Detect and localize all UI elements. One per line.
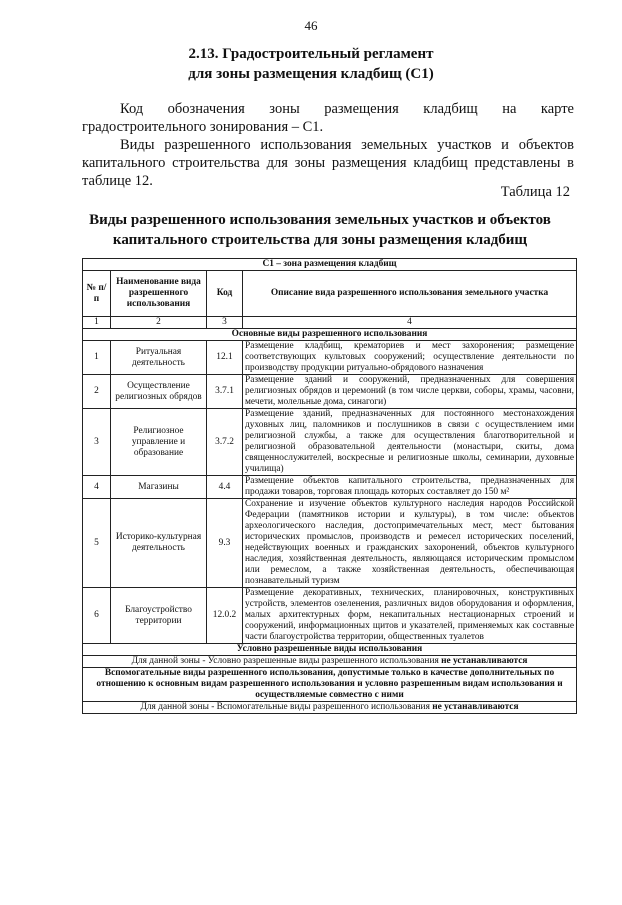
row-num: 3 (83, 409, 111, 476)
header-num: № п/п (83, 271, 111, 317)
row-code: 12.1 (207, 341, 243, 375)
row-code: 3.7.1 (207, 375, 243, 409)
index-row (83, 317, 577, 329)
section-title-line1: 2.13. Градостроительный регламент (188, 46, 434, 62)
row-num: 4 (83, 476, 111, 499)
table-row (83, 476, 577, 499)
conditional-note (83, 656, 577, 668)
table-row (83, 499, 577, 588)
table-row (83, 375, 577, 409)
main-section-title: Основные виды разрешенного использования (83, 329, 577, 341)
row-code: 4.4 (207, 476, 243, 499)
row-desc: Размещение зданий и сооружений, предназначенных для совершения религиозных обрядов и церемоний (в том числе церкви, соборы, храмы, часовни, мечети, молельные дома, синагоги) (243, 375, 577, 409)
auxiliary-section-row (83, 668, 577, 702)
row-name: Историко-культурная деятельность (111, 499, 207, 588)
zone-title-row (83, 259, 577, 271)
row-desc: Размещение декоративных, технических, планировочных, конструктивных устройств, элементов озеленения, различных видов оборудования и оформления, малых архитектурных форм, некапитальных нестационарных строений и сооружений, информационных щитов и указателей, применяемых как составные части благоустройства территории, общественных туалетов (243, 588, 577, 644)
table-reference-paragraph: Виды разрешенного использования земельных участков и объектов капитального строительства для зоны размещения кладбищ представлены в таблице 12. (82, 137, 574, 189)
table-caption: Таблица 12 (500, 184, 570, 200)
section-title (0, 44, 622, 84)
row-num: 1 (83, 341, 111, 375)
table-heading-line1: Виды разрешенного использования земельных участков и объектов (89, 212, 551, 228)
page-number: 46 (304, 18, 318, 33)
table-heading-line2: капитального строительства для зоны размещения кладбищ (112, 232, 528, 248)
row-code: 9.3 (207, 499, 243, 588)
header-code: Код (207, 271, 243, 317)
row-name: Ритуальная деятельность (111, 341, 207, 375)
index-cell: 2 (111, 317, 207, 329)
row-desc: Сохранение и изучение объектов культурного наследия народов Российской Федерации (памятников истории и культуры), в том числе: объектов археологического наследия, достопримечательных мест, мест бытования исторических промыслов, производств и ремесел исторических поселений, недействующих военных и гражданских захоронений, объектов культурного наследия, хозяйственная деятельность, являющаяся историческим промыслом или ремеслом, а также хозяйственная деятельность, обеспечивающая познавательный туризм (243, 499, 577, 588)
auxiliary-note-text: Для данной зоны - Вспомогательные виды разрешенного использования (140, 702, 430, 712)
index-cell: 1 (83, 317, 111, 329)
row-code: 12.0.2 (207, 588, 243, 644)
conditional-note-text: Для данной зоны - Условно разрешенные виды разрешенного использования (131, 656, 439, 666)
header-desc: Описание вида разрешенного использования земельного участка (243, 271, 577, 317)
table-row (83, 588, 577, 644)
row-name: Благоустройство территории (111, 588, 207, 644)
auxiliary-note-bold: не устанавливаются (432, 702, 519, 712)
main-section-row (83, 329, 577, 341)
conditional-note-bold: не устанавливаются (441, 656, 528, 666)
row-num: 6 (83, 588, 111, 644)
row-name: Религиозное управление и образование (111, 409, 207, 476)
section-title-line2: для зоны размещения кладбищ (С1) (188, 66, 434, 82)
row-name: Магазины (111, 476, 207, 499)
auxiliary-note-row (83, 702, 577, 714)
header-name: Наименование вида разрешенного использования (111, 271, 207, 317)
conditional-note-row (83, 656, 577, 668)
table-row (83, 341, 577, 375)
auxiliary-section-title: Вспомогательные виды разрешенного использования, допустимые только в качестве дополнительных по отношению к основным видам разрешенного использования и условно разрешенным видам использования и осуществляемые совместно с ними (83, 668, 577, 702)
row-desc: Размещение объектов капитального строительства, предназначенных для продажи товаров, торговая площадь которых составляет до 150 м² (243, 476, 577, 499)
zone-code-paragraph: Код обозначения зоны размещения кладбищ на карте градостроительного зонирования – С1. (82, 101, 574, 135)
row-name: Осуществление религиозных обрядов (111, 375, 207, 409)
index-cell: 3 (207, 317, 243, 329)
conditional-section-title: Условно разрешенные виды использования (83, 644, 577, 656)
row-num: 5 (83, 499, 111, 588)
header-row (83, 271, 577, 317)
regulations-table (82, 258, 577, 714)
index-cell: 4 (243, 317, 577, 329)
auxiliary-note (83, 702, 577, 714)
row-desc: Размещение зданий, предназначенных для постоянного местонахождения духовных лиц, паломников и послушников в связи с осуществлением ими религиозной службы, а также для осуществления благотворительной и религиозной образовательной деятельности (монастыри, скиты, дома священнослужителей, воскресные и религиозные школы, семинарии, духовные училища) (243, 409, 577, 476)
row-num: 2 (83, 375, 111, 409)
row-code: 3.7.2 (207, 409, 243, 476)
table-row (83, 409, 577, 476)
table-heading (60, 210, 580, 250)
row-desc: Размещение кладбищ, крематориев и мест захоронения; размещение соответствующих культовых сооружений; осуществление деятельности по производству продукции ритуально-обрядового назначения (243, 341, 577, 375)
zone-title: С1 – зона размещения кладбищ (83, 259, 577, 271)
conditional-section-row (83, 644, 577, 656)
